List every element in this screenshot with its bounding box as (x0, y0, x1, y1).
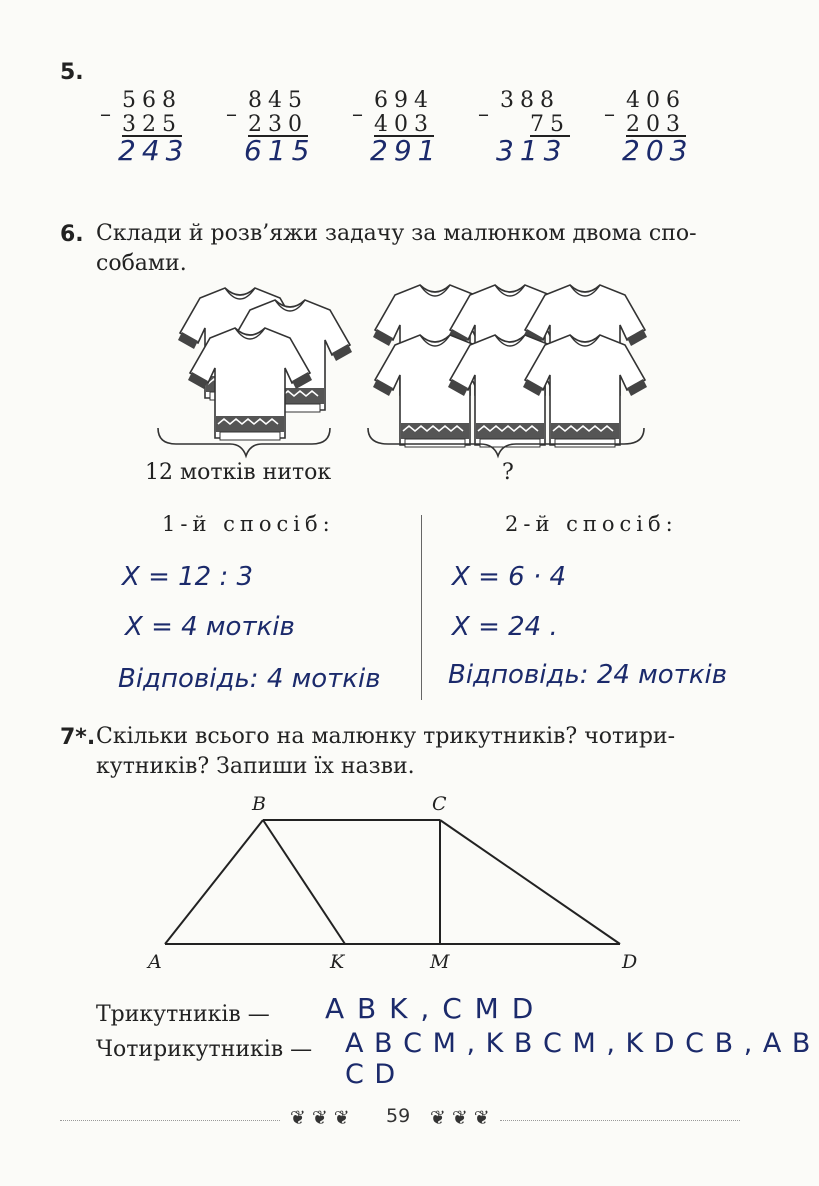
point-label-C: C (432, 793, 447, 815)
difference: 291 (370, 134, 442, 167)
subtrahend: 403 (374, 112, 434, 137)
page-number: 59 (386, 1105, 411, 1127)
subtrahend: 325 (122, 112, 182, 137)
minuend: 694 (374, 88, 434, 113)
difference: 313 (496, 134, 568, 167)
minuend: 568 (122, 88, 182, 113)
shirts-illustration (150, 280, 650, 460)
footer-ornament-right: ❦ ❦ ❦ (430, 1107, 490, 1129)
footer-dotted-rule-left (60, 1120, 280, 1121)
subtrahend: 203 (626, 112, 686, 137)
task6-text-line1: Склади й розв’яжи задачу за малюнком двома спо- (96, 221, 697, 246)
triangles-label: Трикутників — (96, 1002, 270, 1027)
point-label-K: K (330, 951, 345, 973)
way1-line2: X = 4 мотків (125, 612, 295, 642)
way1-line1: X = 12 : 3 (122, 562, 254, 592)
quadrilaterals-label: Чотирикутників — (96, 1037, 313, 1062)
segment-BK (263, 820, 345, 944)
minuend: 406 (626, 88, 686, 113)
way2-line1: X = 6 · 4 (452, 562, 567, 592)
task7-text-line1: Скільки всього на малюнку трикутників? чотири- (96, 724, 676, 749)
task7-text-line2: кутників? Запиши їх назви. (96, 754, 415, 779)
minus-sign: – (604, 102, 615, 127)
ways-divider (421, 515, 422, 700)
task6-number: 6. (60, 222, 84, 247)
quadrilaterals-answer: A B C M , K B C M , K D C B , A B C D (345, 1028, 812, 1090)
label-question-mark: ? (502, 460, 514, 485)
way1-title: 1-й спосіб: (162, 512, 335, 536)
difference: 243 (118, 134, 190, 167)
footer-dotted-rule-right (500, 1120, 740, 1121)
minus-sign: – (100, 102, 111, 127)
difference: 203 (622, 134, 694, 167)
way2-title: 2-й спосіб: (505, 512, 678, 536)
point-label-D: D (622, 951, 638, 973)
minus-sign: – (226, 102, 237, 127)
task5-number: 5. (60, 60, 84, 85)
way1-answer: Відповідь: 4 мотків (118, 664, 381, 694)
footer-ornament-left: ❦ ❦ ❦ (290, 1107, 350, 1129)
point-label-A: A (148, 951, 162, 973)
task7-number: 7*. (60, 725, 96, 750)
minus-sign: – (352, 102, 363, 127)
segment-CD (440, 820, 620, 944)
segment-AB (165, 820, 263, 944)
geometry-figure (140, 790, 660, 980)
task6-text-line2: собами. (96, 251, 187, 276)
subtrahend: 75 (530, 112, 570, 137)
subtrahend: 230 (248, 112, 308, 137)
triangles-answer: A B K , C M D (325, 992, 536, 1025)
point-label-M: M (430, 951, 450, 973)
minuend: 388 (500, 88, 560, 113)
minus-sign: – (478, 102, 489, 127)
label-12-skeins: 12 мотків ниток (145, 460, 332, 485)
point-label-B: B (252, 793, 266, 815)
way2-line2: X = 24 . (452, 612, 558, 642)
way2-answer: Відповідь: 24 мотків (448, 660, 728, 690)
difference: 615 (244, 134, 316, 167)
minuend: 845 (248, 88, 308, 113)
